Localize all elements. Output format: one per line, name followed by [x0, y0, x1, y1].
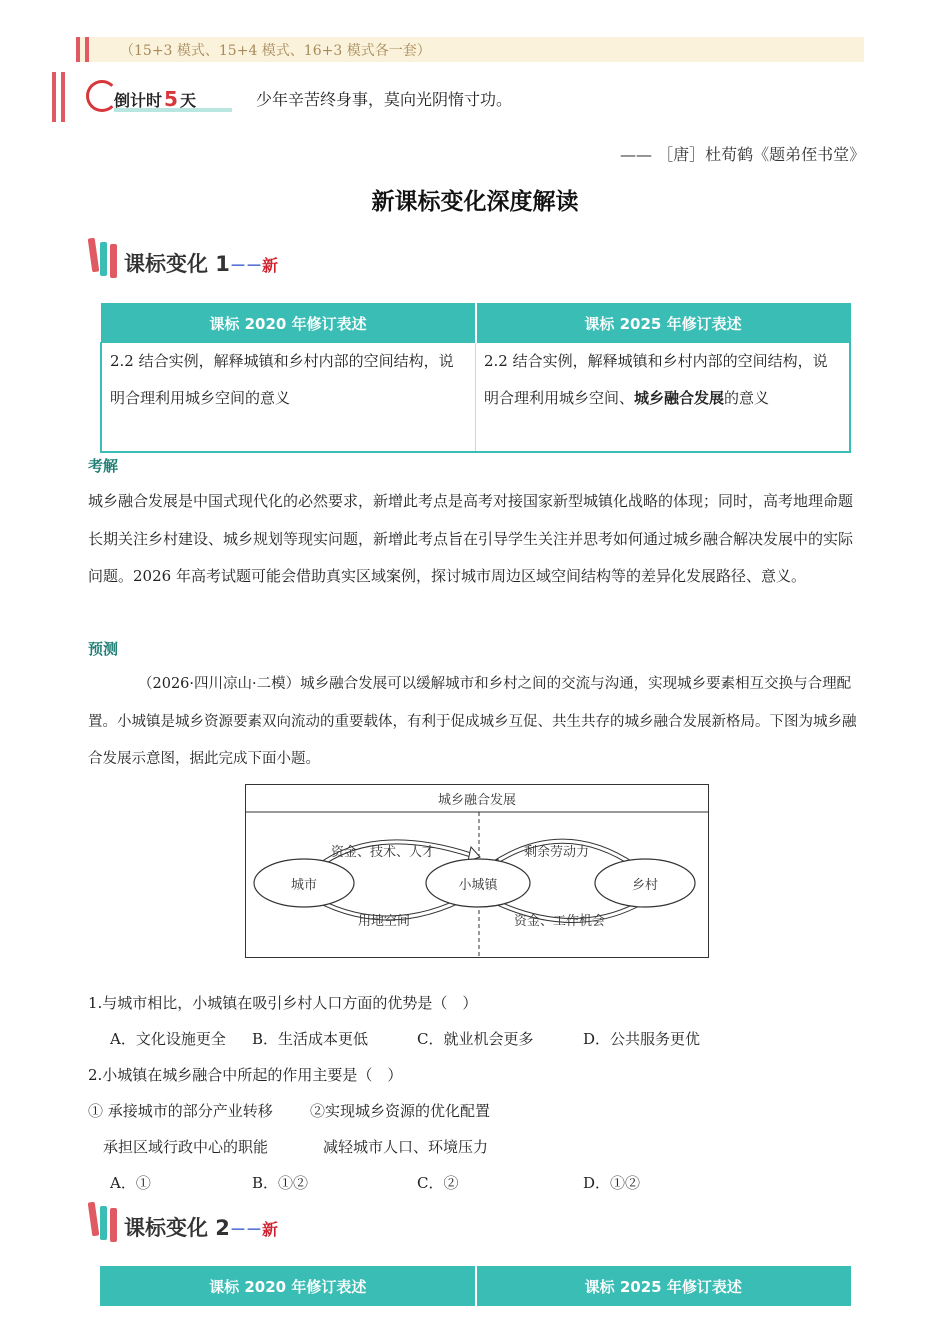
option-c: C．② [417, 1174, 459, 1192]
item-3: 承担区域行政中心的职能 [103, 1138, 269, 1156]
option-a: A．① [110, 1174, 151, 1192]
comparison-table [100, 1266, 851, 1306]
table-header: 课标 2020 年修订表述 [101, 304, 476, 343]
cell-bold-text: 城乡融合发展 [634, 389, 725, 407]
book-icon [110, 1208, 117, 1242]
table-cell: 2.2 结合实例，解释城镇和乡村内部的空间结构，说明合理利用城乡空间的意义 [101, 343, 476, 453]
section-subtitle: 新 [261, 1220, 278, 1239]
flow-label: 资金、工作机会 [514, 914, 606, 929]
option-a: A．文化设施更全 [110, 1030, 226, 1048]
section-title: 课标变化 1 [124, 252, 230, 276]
book-icon [100, 1206, 107, 1240]
flow-diagram [245, 784, 709, 958]
cell-text: 2.2 结合实例，解释城镇和乡村内部的空间结构，说明合理利用城乡空间、 [484, 352, 828, 407]
flow-label: 用地空间 [358, 914, 411, 929]
banner-bar [76, 37, 80, 62]
countdown-unit: 天 [179, 91, 196, 110]
question-2: 2.小城镇在城乡融合中所起的作用主要是（ ） [88, 1066, 403, 1084]
table-header: 课标 2025 年修订表述 [476, 304, 851, 343]
node-city: 城市 [290, 878, 317, 893]
item-4: 减轻城市人口、环境压力 [323, 1138, 489, 1156]
analysis-text: 城乡融合发展是中国式现代化的必然要求，新增此考点是高考对接国家新型城镇化战略的体现；同时，高考地理命题长期关注乡村建设、城乡规划等现实问题，新增此考点旨在引导学生关注并思考如何通过城乡融合解决发展中的实际问题。2026 年高考试题可能会借助真实区域案例，探讨城市周边区域空间结构等的差异化发展路径、意义。 [88, 492, 854, 585]
table-cell [476, 343, 851, 453]
item-1: ① 承接城市的部分产业转移 [88, 1102, 273, 1120]
page-title: 新课标变化深度解读 [371, 189, 579, 215]
top-banner [76, 37, 864, 62]
book-icon [100, 242, 107, 276]
option-b: B．①② [252, 1174, 309, 1192]
section-subtitle: 新 [261, 256, 278, 275]
predict-text: （2026·四川凉山·二模）城乡融合发展可以缓解城市和乡村之间的交流与沟通，实现城乡要素相互交换与合理配置。小城镇是城乡资源要素双向流动的重要载体，有利于促成城乡互促、共生共存的城乡融合发展新格局。下图为城乡融合发展示意图，据此完成下面小题。 [88, 676, 857, 767]
option-d: D．①② [583, 1174, 641, 1192]
side-bar [61, 72, 65, 122]
diagram-title: 城乡融合发展 [437, 793, 516, 808]
question-1-options [110, 1028, 810, 1050]
side-bar [52, 72, 56, 122]
question-2-options [110, 1172, 810, 1194]
book-icon [88, 1202, 100, 1237]
predict-label: 预测 [88, 640, 119, 658]
question-1: 1.与城市相比，小城镇在吸引乡村人口方面的优势是（ ） [88, 994, 478, 1012]
node-town: 小城镇 [458, 878, 498, 893]
node-village: 乡村 [631, 878, 658, 893]
flow-label: 剩余劳动力 [524, 845, 590, 860]
motto: 少年辛苦终身事，莫向光阴惰寸功。 [256, 90, 513, 109]
book-icon [110, 244, 117, 278]
option-c: C．就业机会更多 [417, 1030, 534, 1048]
banner-bar [85, 37, 89, 62]
section-dash: －－ [229, 256, 262, 275]
option-b: B．生活成本更低 [252, 1030, 369, 1048]
question-2-items [88, 1100, 788, 1122]
countdown-number: 5 [164, 87, 178, 111]
book-icon [88, 238, 100, 273]
option-d: D．公共服务更优 [583, 1030, 701, 1048]
analysis-label: 考解 [88, 457, 119, 475]
countdown-label: 倒计时 [114, 91, 163, 110]
cell-text: 的意义 [724, 389, 770, 407]
banner-text: （15+3 模式、15+4 模式、16+3 模式各一套） [120, 43, 431, 59]
flow-label: 资金、技术、人才 [331, 845, 436, 860]
section-dash: －－ [229, 1220, 262, 1239]
comparison-table [100, 303, 851, 453]
quote-source: —— ［唐］杜荀鹤《题弟侄书堂》 [620, 145, 866, 164]
question-2-items [103, 1136, 803, 1158]
table-header: 课标 2020 年修订表述 [101, 1267, 476, 1306]
table-header: 课标 2025 年修订表述 [476, 1267, 851, 1306]
section-title: 课标变化 2 [124, 1216, 230, 1240]
item-2: ②实现城乡资源的优化配置 [310, 1102, 491, 1120]
